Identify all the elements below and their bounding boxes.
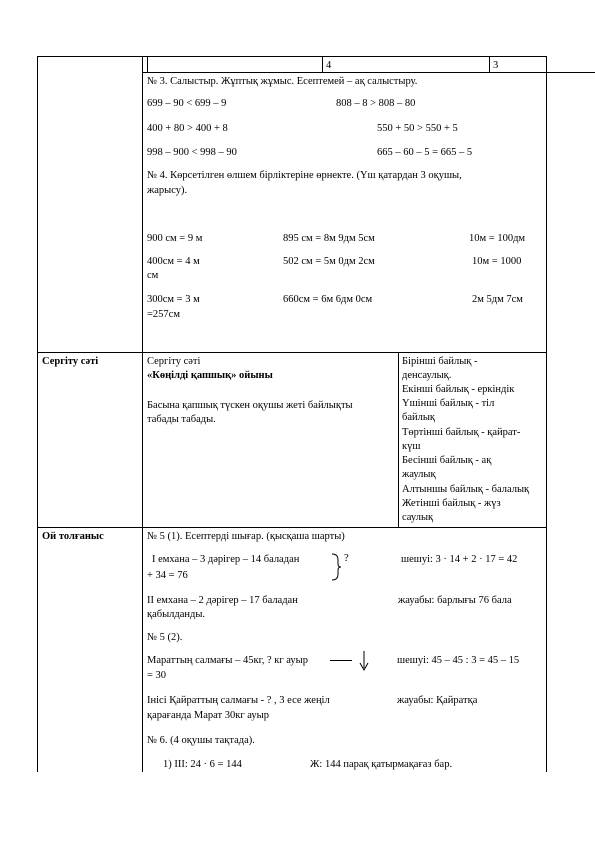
problem-1-solution-cont: + 34 = 76 [147,570,188,581]
unit-conversion: 10м = 1000 [472,256,522,267]
wealth-line: Бесінші байлық - ақ [402,455,492,466]
comparison: 400 + 80 > 400 + 8 [147,123,228,134]
header-col-divider [489,56,490,72]
problem-2-condition: Мараттың салмағы – 45кг, ? кг ауыр [147,655,308,666]
wealth-line: денсаулық. [402,370,452,381]
problem-2-condition-2: Інісі Қайраттың салмағы - ? , 3 есе жеңіл [147,695,330,706]
wealth-line: күш [402,441,421,452]
unit-conversion: 2м 5дм 7см [472,294,523,305]
unit-conversion-cont: см [147,270,159,281]
exercise-4-title-cont: жарысу). [147,185,188,196]
problem-2-solution: шешуі: 45 – 45 : 3 = 45 – 15 [397,655,520,666]
exercise-6-item: 1) ІІІ: 24 · 6 = 144 [163,759,242,770]
header-row-bottom-border [142,72,595,73]
unit-conversion-cont: =257см [147,309,180,320]
unit-conversion: 300см = 3 м [147,294,200,305]
wealth-line: Екінші байлық - еркіндік [402,384,515,395]
game-title [147,370,273,382]
sergitu-title: Сергіту сәті [147,356,201,367]
row-divider-1 [37,352,546,353]
wealth-line: саулық [402,512,434,523]
unit-conversion: 400см = 4 м [147,256,200,267]
unit-conversion: 502 см = 5м 0дм 2см [283,256,375,267]
section-label-oi-tolganys: Ой толғаныс [42,531,104,542]
exercise-6-title: № 6. (4 оқушы тақтада). [147,735,255,746]
wealth-line: Төртінші байлық - қайрат- [402,427,521,438]
wealth-line: Жетінші байлық - жүз [402,498,501,509]
problem-1-condition-2: ІІ емхана – 2 дәрігер – 17 баладан [147,595,298,606]
table-left-border [37,56,38,772]
game-description-cont: табады табады. [147,414,216,425]
exercise-6-answer: Ж: 144 парақ қатырмақағаз бар. [310,759,453,770]
header-cell-3: 3 [493,60,499,71]
header-cell-4: 4 [326,60,332,71]
problem-2-answer-cont: қарағанда Марат 30кг ауыр [147,710,269,721]
game-name: «Көңілді қапшық» ойыны [147,370,273,381]
unit-conversion: 10м = 100дм [469,233,526,244]
exercise-3-title: № 3. Салыстыр. Жұптық жұмыс. Есептемей – ақ салыстыру. [147,76,418,87]
wealth-line: байлық [402,412,436,423]
table-top-border [37,56,546,57]
wealth-line: Алтыншы байлық - балалық [402,484,530,495]
table-right-border [546,56,547,772]
unit-conversion: 660см = 6м 6дм 0см [283,294,373,305]
arrow-line [330,660,352,661]
exercise-5-1-title: № 5 (1). Есептерді шығар. (қысқаша шарты) [147,531,345,542]
wealth-line: жаулық [402,469,436,480]
problem-1-answer: жауабы: барлығы 76 бала [398,595,512,606]
wealth-line: Бірінші байлық - [402,356,478,367]
comparison: 665 – 60 – 5 = 665 – 5 [377,147,473,158]
problem-1-question: ? [344,553,349,564]
exercise-5-2-title: № 5 (2). [147,632,183,643]
problem-1-answer-cont: қабылданды. [147,609,206,620]
problem-1-condition: І емхана – 3 дәрігер – 14 баладан [152,554,300,565]
label-column-border [142,56,143,772]
section2-col-divider [398,352,399,527]
row-divider-2 [37,527,546,528]
section-label-sergitu: Сергіту сәті [42,356,99,367]
problem-2-solution-cont: = 30 [147,670,167,681]
problem-2-answer: жауабы: Қайратқа [397,695,478,706]
header-col-divider [147,56,148,72]
down-arrow-icon [358,650,370,672]
header-col-divider [322,56,323,72]
exercise-4-title: № 4. Көрсетілген өлшем бірліктеріне өрнекте. (Үш қатардан 3 оқушы, [147,170,462,181]
comparison: 808 – 8 > 808 – 80 [336,98,416,109]
problem-1-solution: шешуі: 3 · 14 + 2 · 17 = 42 [401,554,518,565]
comparison: 998 – 900 < 998 – 90 [147,147,237,158]
wealth-line: Үшінші байлық - тіл [402,398,495,409]
comparison: 699 – 90 < 699 – 9 [147,98,227,109]
unit-conversion: 900 см = 9 м [147,233,203,244]
game-description: Басына қапшық түскен оқушы жеті байлықты [147,400,353,411]
unit-conversion: 895 см = 8м 9дм 5см [283,233,375,244]
comparison: 550 + 50 > 550 + 5 [377,123,458,134]
right-brace-icon [330,553,342,581]
